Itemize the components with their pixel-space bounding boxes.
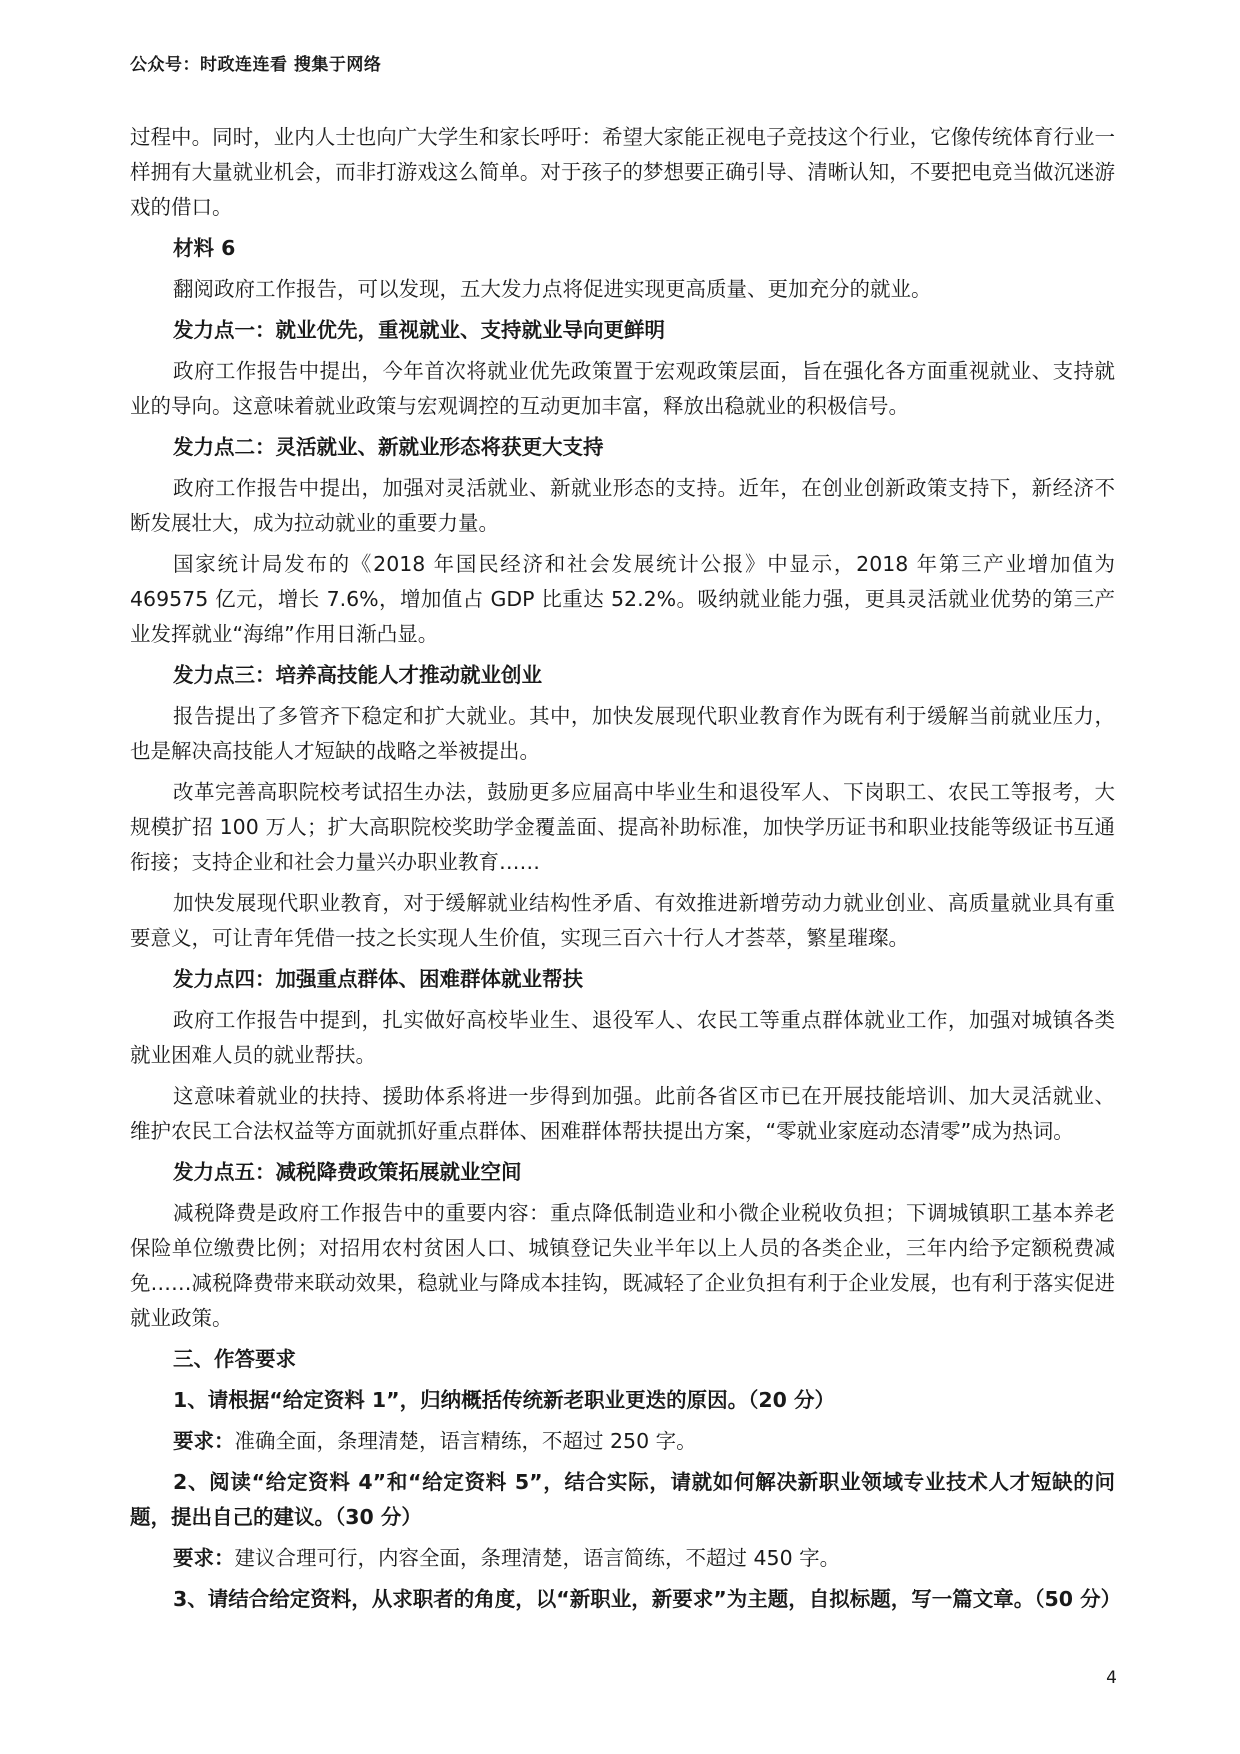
subheading-point-4: 发力点四：加强重点群体、困难群体就业帮扶 (173, 967, 583, 991)
subheading-point-2: 发力点二：灵活就业、新就业形态将获更大支持 (173, 435, 604, 459)
requirement-label: 要求： (173, 1546, 235, 1570)
question-3: 3、请结合给定资料，从求职者的角度，以“新职业，新要求”为主题，自拟标题，写一篇文章。（50 分） (173, 1587, 1122, 1611)
requirement-1 (130, 1424, 1115, 1459)
paragraph: 改革完善高职院校考试招生办法，鼓励更多应届高中毕业生和退役军人、下岗职工、农民工等报考，大规模扩招 100 万人；扩大高职院校奖助学金覆盖面、提高补助标准，加快学历证书和职业技能等级证书互通衔接；支持企业和社会力量兴办职业教育…… (130, 780, 1115, 874)
requirement-text: 准确全面，条理清楚，语言精练，不超过 250 字。 (234, 1429, 697, 1453)
requirement-label: 要求： (173, 1429, 235, 1453)
subheading-point-1: 发力点一：就业优先，重视就业、支持就业导向更鲜明 (173, 318, 665, 342)
question-1: 1、请根据“给定资料 1”，归纳概括传统新老职业更迭的原因。（20 分） (173, 1388, 836, 1412)
question-2: 2、阅读“给定资料 4”和“给定资料 5”，结合实际，请就如何解决新职业领域专业技术人才短缺的问题，提出自己的建议。（30 分） (130, 1470, 1115, 1529)
requirement-2 (130, 1541, 1115, 1576)
page-number: 4 (1106, 1668, 1117, 1688)
subheading-point-5: 发力点五：减税降费政策拓展就业空间 (173, 1160, 522, 1184)
document-body (130, 120, 1122, 1623)
paragraph: 政府工作报告中提到，扎实做好高校毕业生、退役军人、农民工等重点群体就业工作，加强对城镇各类就业困难人员的就业帮扶。 (130, 1008, 1115, 1067)
subheading-point-3: 发力点三：培养高技能人才推动就业创业 (173, 663, 542, 687)
paragraph: 报告提出了多管齐下稳定和扩大就业。其中，加快发展现代职业教育作为既有利于缓解当前就业压力，也是解决高技能人才短缺的战略之举被提出。 (130, 704, 1115, 763)
page-header: 公众号：时政连连看 搜集于网络 (130, 55, 382, 75)
paragraph: 这意味着就业的扶持、援助体系将进一步得到加强。此前各省区市已在开展技能培训、加大灵活就业、维护农民工合法权益等方面就抓好重点群体、困难群体帮扶提出方案，“零就业家庭动态清零”成为热词。 (130, 1084, 1115, 1143)
section-title-material-6: 材料 6 (173, 236, 236, 260)
paragraph: 政府工作报告中提出，今年首次将就业优先政策置于宏观政策层面，旨在强化各方面重视就业、支持就业的导向。这意味着就业政策与宏观调控的互动更加丰富，释放出稳就业的积极信号。 (130, 359, 1115, 418)
paragraph: 翻阅政府工作报告，可以发现，五大发力点将促进实现更高质量、更加充分的就业。 (173, 277, 932, 301)
section-title-requirements: 三、作答要求 (173, 1347, 296, 1371)
paragraph: 国家统计局发布的《2018 年国民经济和社会发展统计公报》中显示，2018 年第三产业增加值为 469575 亿元，增长 7.6%，增加值占 GDP 比重达 52.2%。吸纳就业能力强，更具灵活就业优势的第三产业发挥就业“海绵”作用日渐凸显。 (130, 552, 1115, 646)
paragraph: 加快发展现代职业教育，对于缓解就业结构性矛盾、有效推进新增劳动力就业创业、高质量就业具有重要意义，可让青年凭借一技之长实现人生价值，实现三百六十行人才荟萃，繁星璀璨。 (130, 891, 1115, 950)
paragraph: 减税降费是政府工作报告中的重要内容：重点降低制造业和小微企业税收负担；下调城镇职工基本养老保险单位缴费比例；对招用农村贫困人口、城镇登记失业半年以上人员的各类企业，三年内给予定额税费减免……减税降费带来联动效果，稳就业与降成本挂钩，既减轻了企业负担有利于企业发展，也有利于落实促进就业政策。 (130, 1201, 1115, 1330)
requirement-text: 建议合理可行，内容全面，条理清楚，语言简练，不超过 450 字。 (234, 1546, 841, 1570)
paragraph: 政府工作报告中提出，加强对灵活就业、新就业形态的支持。近年，在创业创新政策支持下，新经济不断发展壮大，成为拉动就业的重要力量。 (130, 476, 1115, 535)
paragraph-continuation: 过程中。同时，业内人士也向广大学生和家长呼吁：希望大家能正视电子竞技这个行业，它像传统体育行业一样拥有大量就业机会，而非打游戏这么简单。对于孩子的梦想要正确引导、清晰认知，不要把电竞当做沉迷游戏的借口。 (130, 125, 1115, 219)
